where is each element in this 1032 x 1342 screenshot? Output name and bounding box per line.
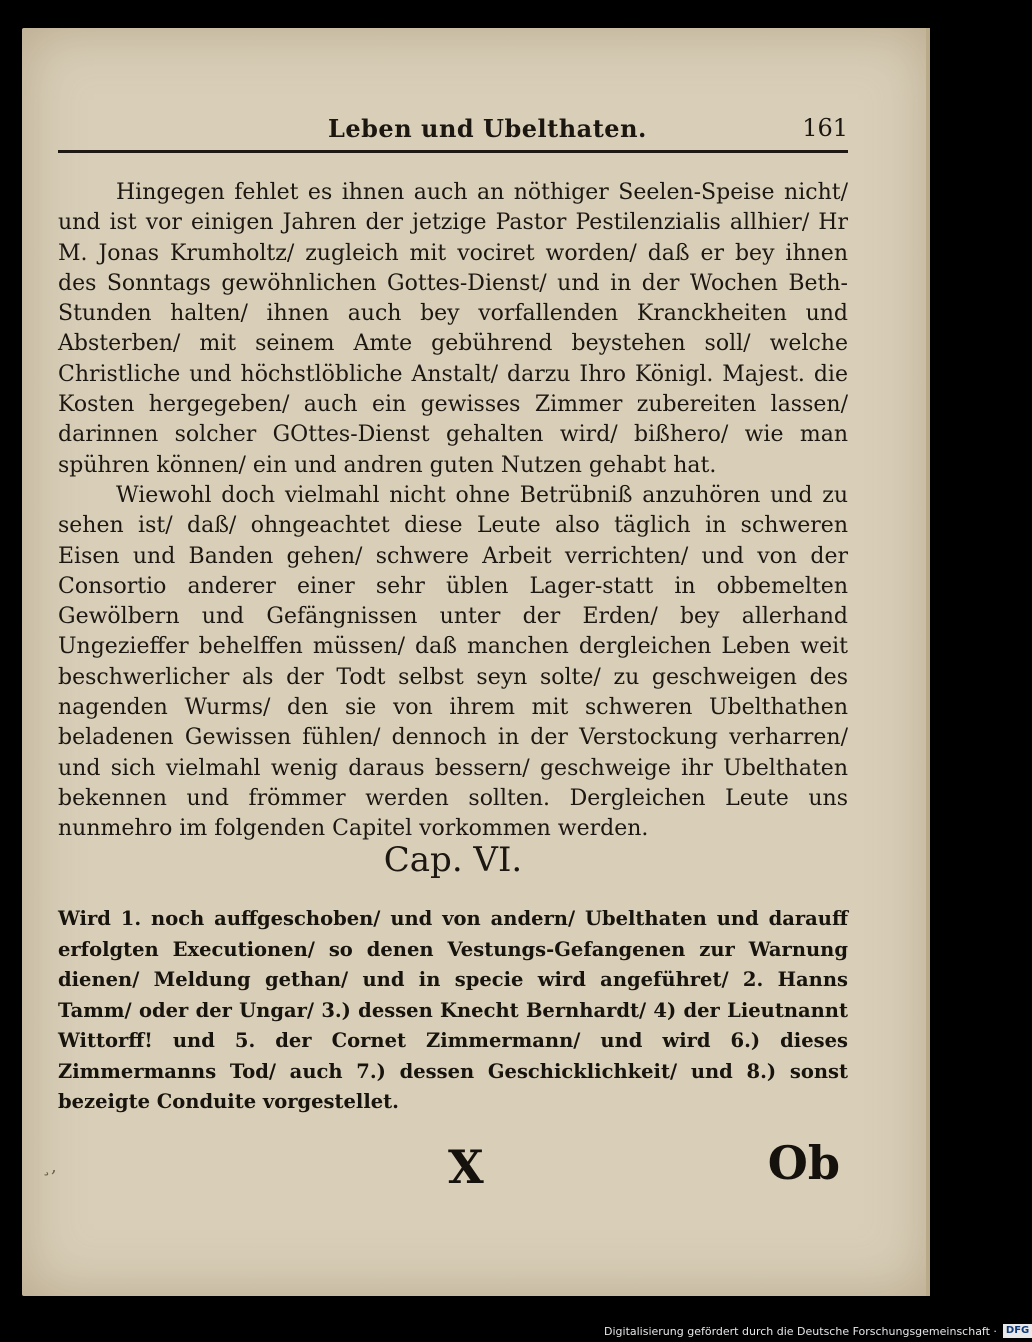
page-number: 161 (802, 114, 848, 142)
chapter-heading: Cap. VI. (383, 840, 523, 880)
margin-mark: ¸, (42, 1156, 57, 1177)
paragraph-1: Hingegen fehlet es ihnen auch an nöthiger Seelen-Speise nicht/ und ist vor einigen Jahren der jetzige Pastor Pestilenzialis allhier/ Hr M. Jonas Krumholtz/ zugleich mit vociret worden/ daß er bey ihnen des Sonntags gewöhnlichen Gottes-Dienst/ und in der Wochen Beth-Stunden halten/ ihnen auch bey vorfallenden Kranckheiten und Absterben/ mit seinem Amte gebührend beystehen soll/ welche Christliche und höchstlöbliche Anstalt/ darzu Ihro Königl. Majest. die Kosten hergegeben/ auch ein gewisses Zimmer zubereiten lassen/ darinnen solcher GOttes-Dienst gehalten wird/ bißhero/ wie man spühren können/ ein und andren guten Nutzen gehabt hat. (58, 180, 848, 478)
catchword: Ob (767, 1136, 840, 1190)
digitization-credit (604, 1322, 1032, 1340)
signature-mark: X (448, 1140, 484, 1194)
credit-text: Digitalisierung gefördert durch die Deutsche Forschungsgemeinschaft · (604, 1324, 997, 1338)
header-rule (58, 150, 848, 153)
running-head (58, 114, 848, 148)
dfg-logo-icon: DFG (1003, 1324, 1032, 1338)
chapter-summary: Wird 1. noch auffgeschoben/ und von andern/ Ubelthaten und darauff erfolgten Executionen/ so denen Vestungs-Gefangenen zur Warnung dienen/ Meldung gethan/ und in specie wird angeführet/ 2. Hanns Tamm/ oder der Ungar/ 3.) dessen Knecht Bernhardt/ 4) der Lieutnannt Wittorff! und 5. der Cornet Zimmermann/ und wird 6.) dieses Zimmermanns Tod/ auch 7.) dessen Geschicklichkeit/ und 8.) sonst bezeigte Conduite vorgestellet. (58, 907, 848, 1113)
running-title: Leben und Ubelthaten. (328, 114, 647, 143)
body-text (58, 178, 848, 845)
paragraph-2: Wiewohl doch vielmahl nicht ohne Betrübniß anzuhören und zu sehen ist/ daß/ ohngeachtet diese Leute also täglich in schweren Eisen und Banden gehen/ schwere Arbeit verrichten/ und von der Consortio anderer einer sehr üblen Lager-statt in obbemelten Gewölbern und Gefängnissen unter der Erden/ bey allerhand Ungezieffer behelffen müssen/ daß manchen dergleichen Leben weit beschwerlicher als der Todt selbst seyn solte/ zu geschweigen des nagenden Wurms/ den sie von ihrem mit schweren Ubelthathen beladenen Gewissen fühlen/ dennoch in der Verstockung verharren/ und sich vielmahl wenig daraus bessern/ geschweige ihr Ubelthaten bekennen und frömmer werden sollten. Dergleichen Leute uns nunmehro im folgenden Capitel vorkommen werden. (58, 482, 848, 842)
book-page (22, 28, 930, 1296)
